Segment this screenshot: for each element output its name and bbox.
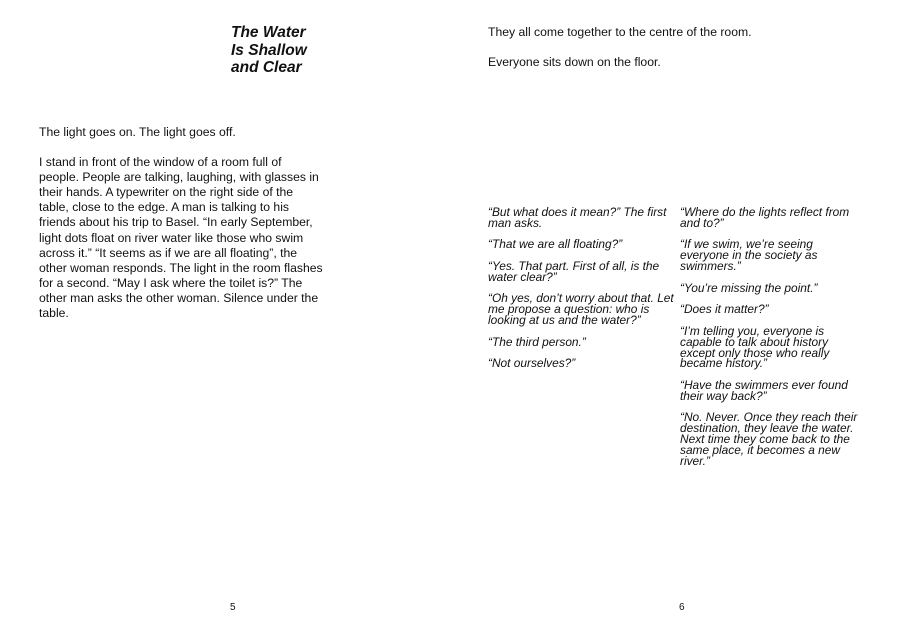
title-line: The Water — [231, 24, 306, 41]
intro-line: They all come together to the centre of the room. — [488, 25, 752, 39]
dialogue-line: “No. Never. Once they reach their destination, they leave the water. Next time they come back to the same place, it becomes a new river.” — [680, 410, 858, 468]
dialogue-line: “Does it matter?” — [680, 302, 769, 317]
dialogue-line: “The third person.” — [488, 334, 586, 349]
dialogue-line: “That we are all floating?” — [488, 237, 623, 252]
dialogue-line: “But what does it mean?” The first man asks. — [488, 205, 667, 230]
dialogue-column-right — [680, 207, 862, 477]
dialogue-line: “I’m telling you, everyone is capable to talk about history except only those who really became history.” — [680, 323, 830, 371]
dialogue-line: “If we swim, we’re seeing everyone in the society as swimmers.” — [680, 237, 818, 274]
page-number: 6 — [679, 602, 685, 613]
title-line: and Clear — [231, 59, 302, 76]
dialogue-line: “Not ourselves?” — [488, 356, 576, 371]
story-body — [39, 125, 324, 321]
dialogue-line: “Yes. That part. First of all, is the water clear?” — [488, 258, 660, 284]
body-paragraph: I stand in front of the window of a room full of people. People are talking, laughing, with glasses in their hands. A typewriter on the right side of the table, close to the edge. A man is talking to his friends about his trip to Basel. “In early September, light dots float on river water like those who swim across it.” “It seems as if we are all floating”, the other woman responds. The light in the room flashes for a second. “May I ask where the toilet is?” The other man asks the other woman. Silence under the table. — [39, 155, 323, 321]
page-number: 5 — [230, 602, 236, 613]
title-line: Is Shallow — [231, 41, 307, 59]
dialogue-line: “Oh yes, don’t worry about that. Let me propose a question: who is looking at us and the water?” — [488, 291, 674, 328]
body-paragraph: The light goes on. The light goes off. — [39, 125, 236, 139]
story-title — [231, 24, 307, 77]
intro-line: Everyone sits down on the floor. — [488, 55, 661, 69]
dialogue-line: “You’re missing the point.” — [680, 280, 818, 295]
left-page — [0, 0, 449, 638]
dialogue-line: “Have the swimmers ever found their way back?” — [680, 377, 848, 403]
intro-text — [488, 25, 788, 70]
dialogue-column-left — [488, 207, 674, 380]
dialogue-line: “Where do the lights reflect from and to?” — [680, 205, 850, 230]
right-page — [450, 0, 899, 638]
